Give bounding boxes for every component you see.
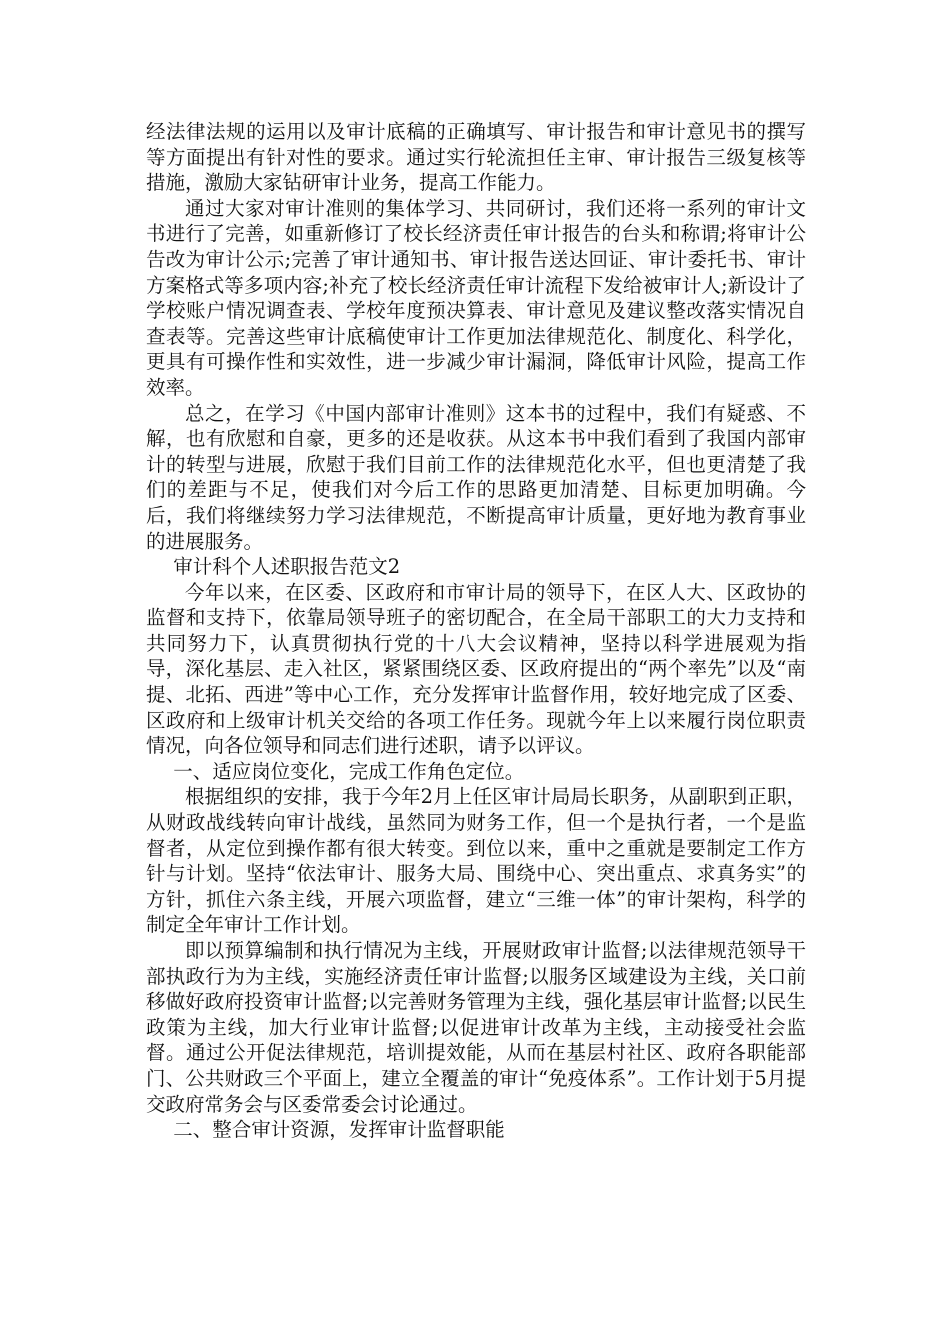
paragraph-6: 即以预算编制和执行情况为主线，开展财政审计监督;以法律规范领导干部执政行为为主线，实施经济责任审计监督;以服务区域建设为主线，关口前移做好政府投资审计监督;以完善财务管理为主线，强化基层审计监督;以民生政策为主线，加大行业审计监督;以促进审计改革为主线，主动接受社会监督。通过公开促法律规范，培训提效能，从而在基层村社区、政府各职能部门、公共财政三个平面上，建立全覆盖的审计“免疫体系”。工作计划于5月提交政府常务会与区委常委会讨论通过。 xyxy=(146,939,806,1116)
paragraph-2: 通过大家对审计准则的集体学习、共同研讨，我们还将一系列的审计文书进行了完善，如重新修订了校长经济责任审计报告的台头和称谓;将审计公告改为审计公示;完善了审计通知书、审计报告送达回证、审计委托书、审计方案格式等多项内容;补充了校长经济责任审计流程下发给被审计人;新设计了学校账户情况调查表、学校年度预决算表、审计意见及建议整改落实情况自查表等。完善这些审计底稿使审计工作更加法律规范化、制度化、科学化，更具有可操作性和实效性，进一步减少审计漏洞，降低审计风险，提高工作效率。 xyxy=(146,196,806,399)
paragraph-5: 根据组织的安排，我于今年2月上任区审计局局长职务，从副职到正职，从财政战线转向审计战线，虽然同为财务工作，但一个是执行者，一个是监督者，从定位到操作都有很大转变。到位以来，重中之重就是要制定工作方针与计划。坚持“依法审计、服务大局、围绕中心、突出重点、求真务实”的方针，抓住六条主线，开展六项监督，建立“三维一体”的审计架构，科学的制定全年审计工作计划。 xyxy=(146,785,806,937)
paragraph-4: 今年以来，在区委、区政府和市审计局的领导下，在区人大、区政协的监督和支持下，依靠局领导班子的密切配合，在全局干部职工的大力支持和共同努力下，认真贯彻执行党的十八大会议精神，坚持以科学进展观为指导，深化基层、走入社区，紧紧围绕区委、区政府提出的“两个率先”以及“南提、北拓、西进”等中心工作，充分发挥审计监督作用，较好地完成了区委、区政府和上级审计机关交给的各项工作任务。现就今年上以来履行岗位职责情况，向各位领导和同志们进行述职，请予以评议。 xyxy=(146,580,806,758)
section-heading-1: 一、适应岗位变化，完成工作角色定位。 xyxy=(173,759,525,783)
section-title-report-2: 审计科个人述职报告范文2 xyxy=(173,555,401,579)
section-heading-2: 二、整合审计资源，发挥审计监督职能 xyxy=(173,1118,505,1142)
document-page xyxy=(146,119,806,1143)
paragraph-1: 经法律法规的运用以及审计底稿的正确填写、审计报告和审计意见书的撰写等方面提出有针对性的要求。通过实行轮流担任主审、审计报告三级复核等措施，激励大家钻研审计业务，提高工作能力。 xyxy=(146,120,806,195)
paragraph-3: 总之，在学习《中国内部审计准则》这本书的过程中，我们有疑惑、不解，也有欣慰和自豪，更多的还是收获。从这本书中我们看到了我国内部审计的转型与进展，欣慰于我们目前工作的法律规范化水平，但也更清楚了我们的差距与不足，使我们对今后工作的思路更加清楚、目标更加明确。今后，我们将继续努力学习法律规范，不断提高审计质量，更好地为教育事业的进展服务。 xyxy=(146,401,806,553)
